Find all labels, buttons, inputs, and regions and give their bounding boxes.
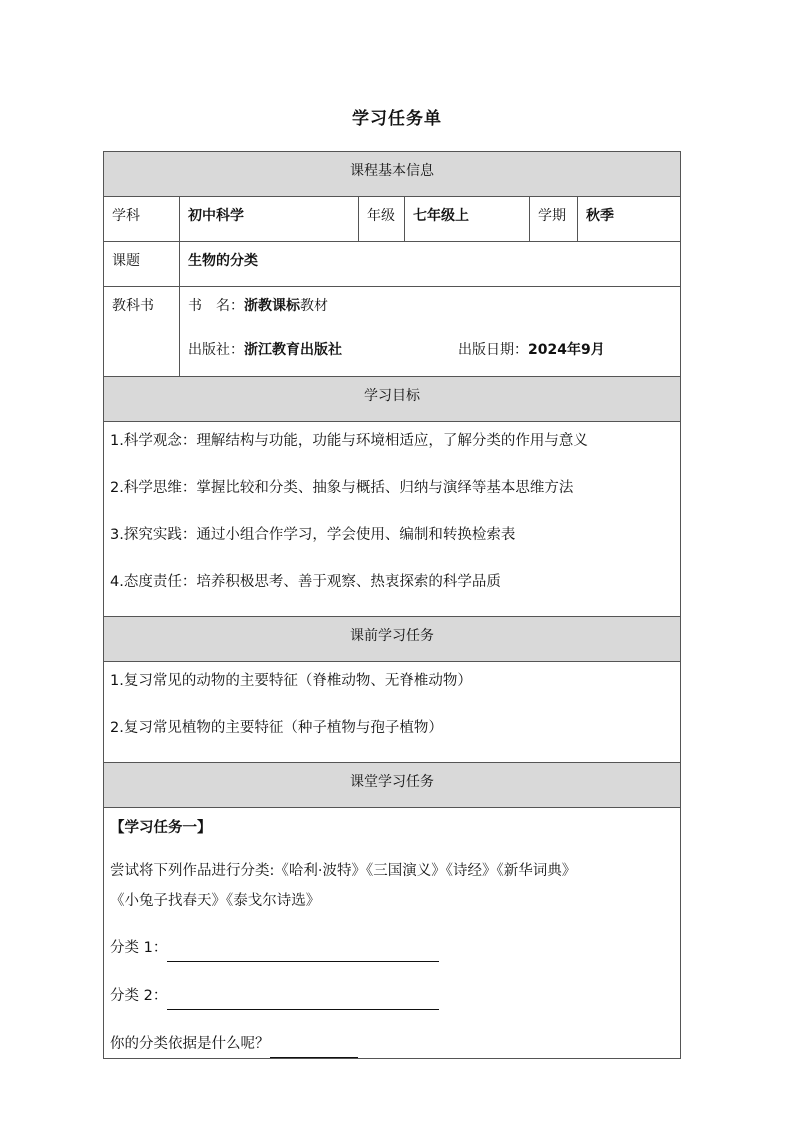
subject-value: 初中科学 [188,208,244,224]
goals-header-label: 学习目标 [364,388,421,404]
topic-value-cell [180,242,681,287]
in-class-cell [104,808,681,1059]
term-label-cell [530,197,578,242]
question-line-1: 尝试将下列作品进行分类:《哈利·波特》《三国演义》《诗经》《新华词典》 [110,863,577,879]
basis-label: 你的分类依据是什么呢？ [110,1036,270,1052]
publisher-line [188,340,672,360]
pre-class-item: 2.复习常见植物的主要特征（种子植物与孢子植物） [110,720,443,736]
grade-value-cell [405,197,530,242]
publisher-label: 出版社： [188,342,244,358]
basis-blank[interactable] [270,1041,358,1058]
pub-date-value: 2024年9月 [528,342,605,358]
in-class-header [104,763,681,808]
course-info-header-label: 课程基本信息 [350,163,435,179]
task-one-title: 【学习任务一】 [110,820,212,836]
pub-date-label: 出版日期： [458,342,528,358]
publisher-value: 浙江教育出版社 [244,342,342,358]
class-1-label: 分类 1： [110,940,168,956]
class-2-row [110,982,674,1010]
subject-label-cell [104,197,180,242]
goal-item: 2.科学思维：掌握比较和分类、抽象与概括、归纳与演绎等基本思维方法 [110,480,574,496]
grade-label: 年级 [367,208,395,224]
course-info-header [104,152,681,197]
pre-class-header [104,617,681,662]
pre-class-item: 1.复习常见的动物的主要特征（脊椎动物、无脊椎动物） [110,673,472,689]
classification-question [110,856,674,916]
topic-label-cell [104,242,180,287]
textbook-label: 教科书 [112,298,154,314]
book-name-suffix: 教材 [300,298,328,314]
subject-label: 学科 [112,208,140,224]
goal-item: 4.态度责任：培养积极思考、善于观察、热衷探索的科学品质 [110,574,501,590]
question-line-2: 《小兔子找春天》《泰戈尔诗选》 [110,893,321,909]
goal-item: 1.科学观念：理解结构与功能，功能与环境相适应，了解分类的作用与意义 [110,433,588,449]
term-value: 秋季 [586,208,614,224]
basis-row [110,1030,674,1058]
book-name-value: 浙教课标 [244,298,300,314]
textbook-info-cell [180,287,681,377]
grade-value: 七年级上 [413,208,469,224]
grade-label-cell [359,197,405,242]
textbook-label-cell [104,287,180,377]
pre-class-header-label: 课前学习任务 [350,628,435,644]
class-1-row [110,934,674,962]
book-name-line [188,296,672,316]
term-value-cell [578,197,681,242]
goal-item: 3.探究实践：通过小组合作学习，学会使用、编制和转换检索表 [110,527,516,543]
pre-class-cell [104,662,681,763]
goals-cell [104,422,681,617]
term-label: 学期 [538,208,566,224]
class-2-blank[interactable] [167,993,439,1010]
class-2-label: 分类 2： [110,988,168,1004]
topic-value: 生物的分类 [188,253,258,269]
goals-header [104,377,681,422]
book-name-label: 书 名： [188,298,244,314]
topic-label: 课题 [112,253,140,269]
page-title: 学习任务单 [352,109,442,129]
task-sheet-table [103,151,681,1059]
class-1-blank[interactable] [167,945,439,962]
subject-value-cell [180,197,359,242]
in-class-header-label: 课堂学习任务 [350,774,435,790]
